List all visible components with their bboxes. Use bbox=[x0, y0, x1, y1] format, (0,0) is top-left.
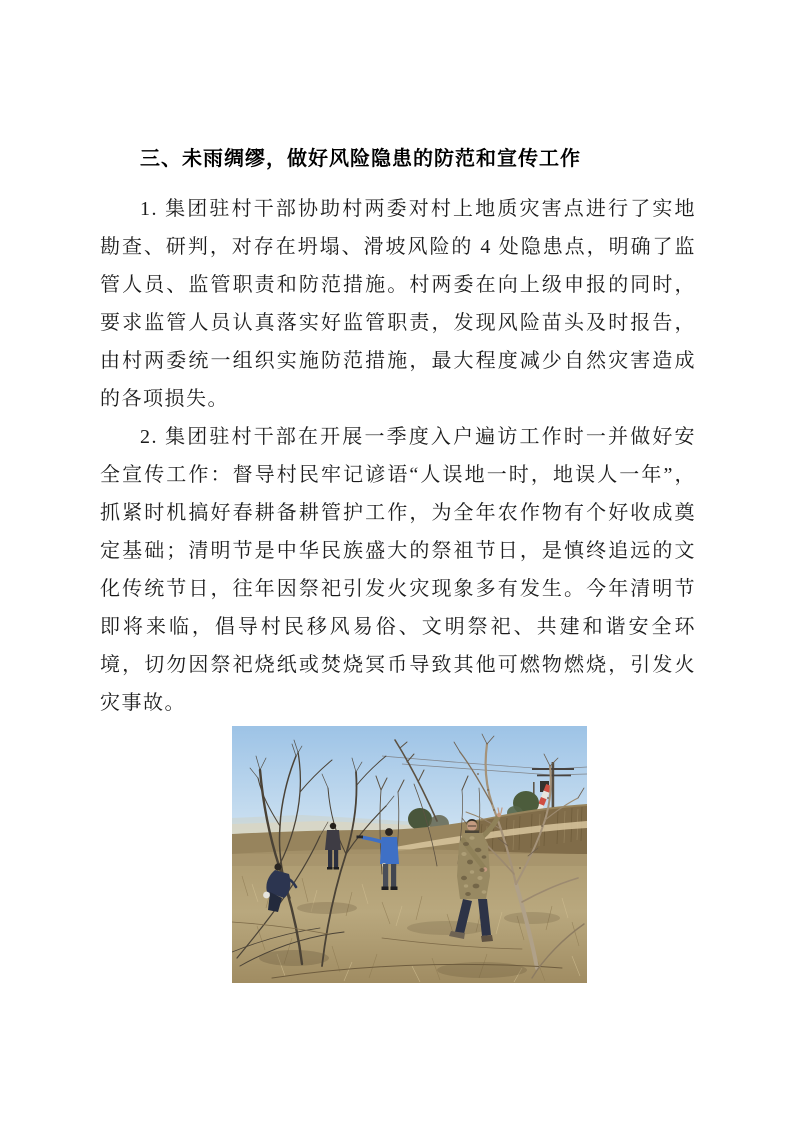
orchard-photo-canvas bbox=[232, 726, 587, 983]
orchard-photo bbox=[232, 726, 587, 983]
paragraph-1: 1. 集团驻村干部协助村两委对村上地质灾害点进行了实地勘查、研判，对存在坍塌、滑坡风险的 4 处隐患点，明确了监管人员、监管职责和防范措施。村两委在向上级申报的同时，要求监管人员认真落实好监管职责，发现风险苗头及时报告，由村两委统一组织实施防范措施，最大程度减少自然灾害造成的各项损失。 bbox=[100, 198, 696, 410]
paragraph-2: 2. 集团驻村干部在开展一季度入户遍访工作时一并做好安全宣传工作：督导村民牢记谚语“人误地一时，地误人一年”，抓紧时机搞好春耕备耕管护工作，为全年农作物有个好收成奠定基础；清明节是中华民族盛大的祭祖节日，是慎终追远的文化传统节日，往年因祭祀引发火灾现象多有发生。今年清明节即将来临，倡导村民移风易俗、文明祭祀、共建和谐安全环境，切勿因祭祀烧纸或焚烧冥币导致其他可燃物燃烧，引发火灾事故。 bbox=[100, 426, 696, 714]
document-content bbox=[100, 140, 696, 983]
section-heading: 三、未雨绸缪，做好风险隐患的防范和宣传工作 bbox=[140, 148, 581, 170]
